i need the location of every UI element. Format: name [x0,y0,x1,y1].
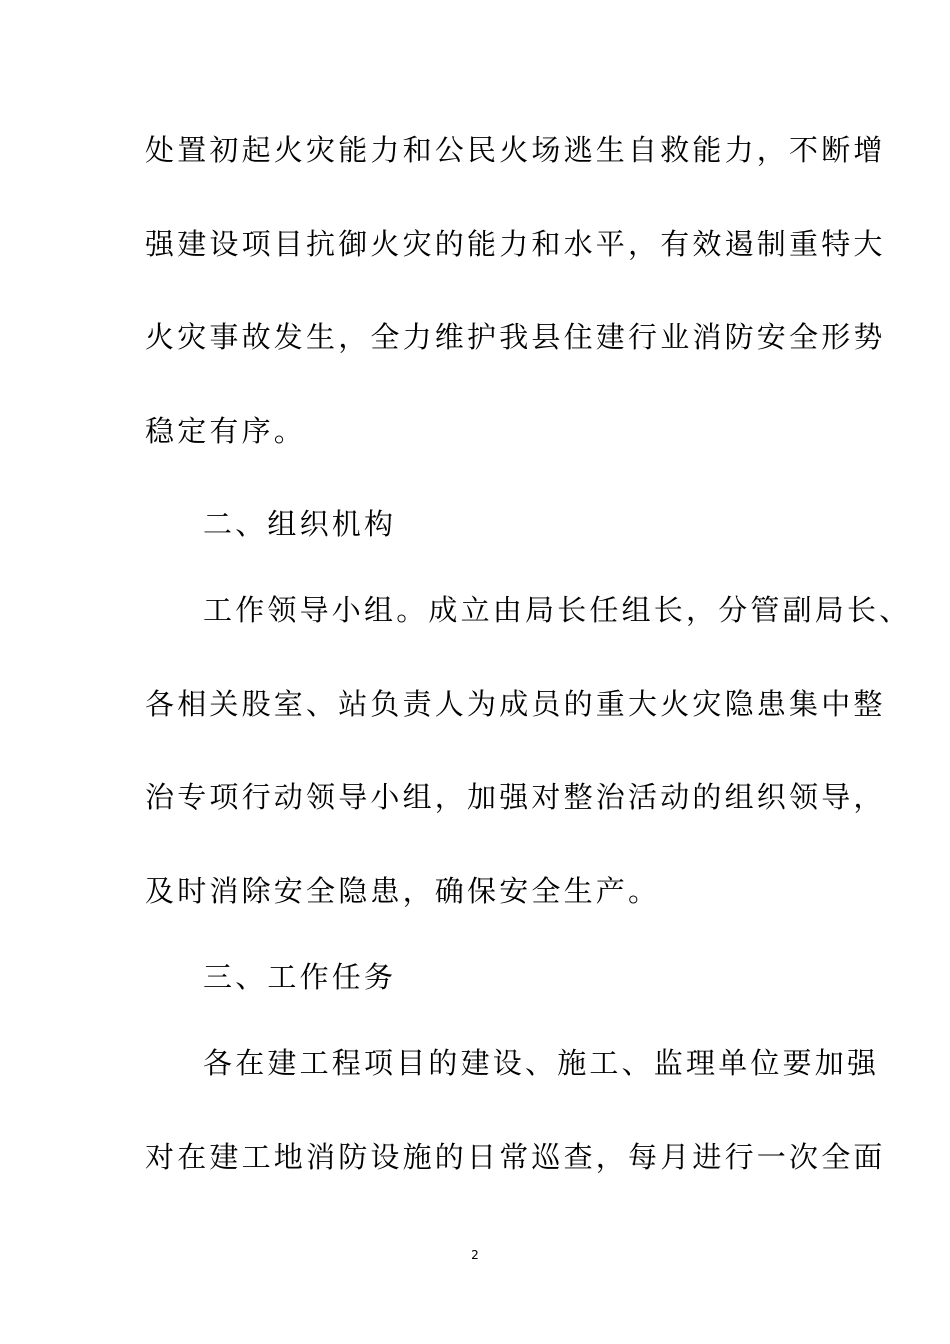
text-line-3: 火灾事故发生，全力维护我县住建行业消防安全形势 [145,320,886,354]
text-line-2: 强建设项目抗御火灾的能力和水平，有效遏制重特大 [145,227,886,261]
text-line-9: 及时消除安全隐患，确保安全生产。 [145,874,661,908]
text-line-12: 对在建工地消防设施的日常巡查，每月进行一次全面 [145,1140,886,1174]
section-heading-tasks: 三、工作任务 [203,960,397,994]
text-line-11: 各在建工程项目的建设、施工、监理单位要加强 [203,1046,880,1080]
section-heading-organization: 二、组织机构 [203,507,397,541]
page-number: 2 [471,1248,479,1262]
text-line-6: 工作领导小组。成立由局长任组长，分管副局长、 [203,593,912,627]
text-line-4: 稳定有序。 [145,414,307,448]
text-line-8: 治专项行动领导小组，加强对整治活动的组织领导， [145,780,886,814]
text-line-7: 各相关股室、站负责人为成员的重大火灾隐患集中整 [145,687,886,721]
text-line-1: 处置初起火灾能力和公民火场逃生自救能力，不断增 [145,133,886,167]
